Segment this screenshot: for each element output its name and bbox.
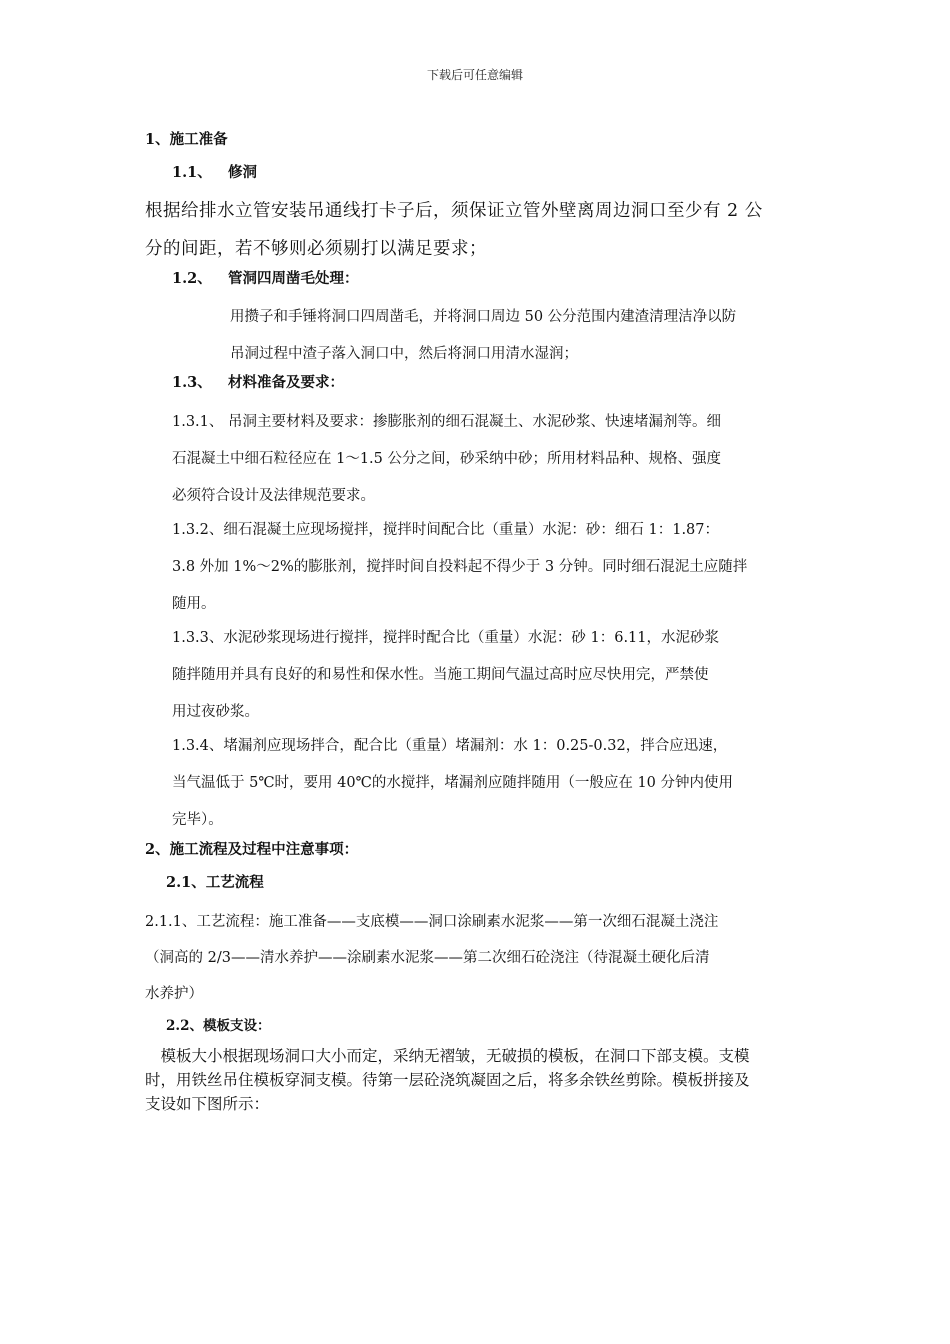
section-title: 修洞 — [228, 164, 257, 181]
paragraph-line: 1.3.2、细石混凝土应现场搅拌，搅拌时间配合比（重量）水泥：砂：细石 1：1.87： — [172, 522, 720, 538]
paragraph-line: 支设如下图所示： — [145, 1095, 270, 1113]
section-number: 1.2、 — [172, 270, 212, 287]
paragraph-line: 1.3.4、堵漏剂应现场拌合，配合比（重量）堵漏剂：水 1：0.25-0.32，拌合应迅速， — [172, 738, 728, 754]
paragraph-line: 吊洞过程中渣子落入洞口中，然后将洞口用清水湿润； — [230, 346, 578, 362]
section-2-1-paragraph — [145, 904, 718, 1012]
section-1-heading: 1、施工准备 — [145, 131, 228, 148]
paragraph-line: 3.8 外加 1%～2%的膨胀剂，搅拌时间自投料起不得少于 3 分钟。同时细石混泥土应随拌 — [172, 559, 748, 575]
section-2-1-heading: 2.1、工艺流程 — [166, 874, 264, 891]
paragraph-line: 分的间距，若不够则必须剔打以满足要求； — [145, 239, 487, 259]
section-1-3-2-paragraph — [172, 512, 747, 623]
paragraph-line: 根据给排水立管安装吊通线打卡子后，须保证立管外壁离周边洞口至少有 2 公 — [145, 201, 763, 221]
paragraph-line: 模板大小根据现场洞口大小而定，采纳无褶皱，无破损的模板，在洞口下部支模。支模 — [145, 1047, 750, 1065]
section-title: 管洞四周凿毛处理： — [228, 270, 359, 287]
paragraph-line: 完毕）。 — [172, 812, 223, 828]
paragraph-line: 用过夜砂浆。 — [172, 704, 259, 720]
section-1-3-1-paragraph — [172, 404, 721, 515]
paragraph-line: 石混凝土中细石粒径应在 1～1.5 公分之间，砂采纳中砂；所用材料品种、规格、强度 — [172, 451, 722, 467]
section-1-3-heading — [172, 371, 344, 392]
section-1-2-heading — [172, 267, 359, 288]
section-2-2-paragraph — [145, 1044, 750, 1116]
section-1-1-heading — [172, 161, 257, 182]
paragraph-line: 随用。 — [172, 596, 216, 612]
section-title: 材料准备及要求： — [228, 374, 344, 391]
section-2-heading: 2、施工流程及过程中注意事项： — [145, 841, 359, 858]
page-header: 下载后可任意编辑 — [426, 68, 523, 82]
section-2-2-heading: 2.2、模板支设： — [166, 1018, 271, 1034]
section-1-3-4-paragraph — [172, 728, 733, 839]
paragraph-line: 1.3.3、水泥砂浆现场进行搅拌，搅拌时配合比（重量）水泥：砂 1：6.11，水泥砂浆 — [172, 630, 720, 646]
paragraph-line: 用攒子和手锤将洞口四周凿毛，并将洞口周边 50 公分范围内建渣清理洁净以防 — [230, 309, 737, 325]
paragraph-line: 随拌随用并具有良好的和易性和保水性。当施工期间气温过高时应尽快用完，严禁使 — [172, 667, 709, 683]
section-number: 1.3、 — [172, 374, 212, 391]
section-1-3-3-paragraph — [172, 620, 719, 731]
section-number: 1.1、 — [172, 164, 212, 181]
paragraph-line: 必须符合设计及法律规范要求。 — [172, 488, 375, 504]
paragraph-line: 时，用铁丝吊住模板穿洞支模。待第一层砼浇筑凝固之后，将多余铁丝剪除。模板拼接及 — [145, 1071, 750, 1089]
section-1-1-paragraph — [145, 192, 763, 268]
paragraph-line: 2.1.1、工艺流程：施工准备——支底模——洞口涂刷素水泥浆——第一次细石混凝土浇注 — [145, 914, 719, 930]
section-1-2-paragraph — [230, 299, 736, 373]
paragraph-line: （洞高的 2/3——清水养护——涂刷素水泥浆——第二次细石砼浇注（待混凝土硬化后清 — [145, 950, 710, 966]
paragraph-line: 当气温低于 5℃时，要用 40℃的水搅拌，堵漏剂应随拌随用（一般应在 10 分钟内使用 — [172, 775, 734, 791]
paragraph-line: 水养护） — [145, 986, 203, 1002]
paragraph-line: 1.3.1、 吊洞主要材料及要求：掺膨胀剂的细石混凝土、水泥砂浆、快速堵漏剂等。细 — [172, 414, 722, 430]
